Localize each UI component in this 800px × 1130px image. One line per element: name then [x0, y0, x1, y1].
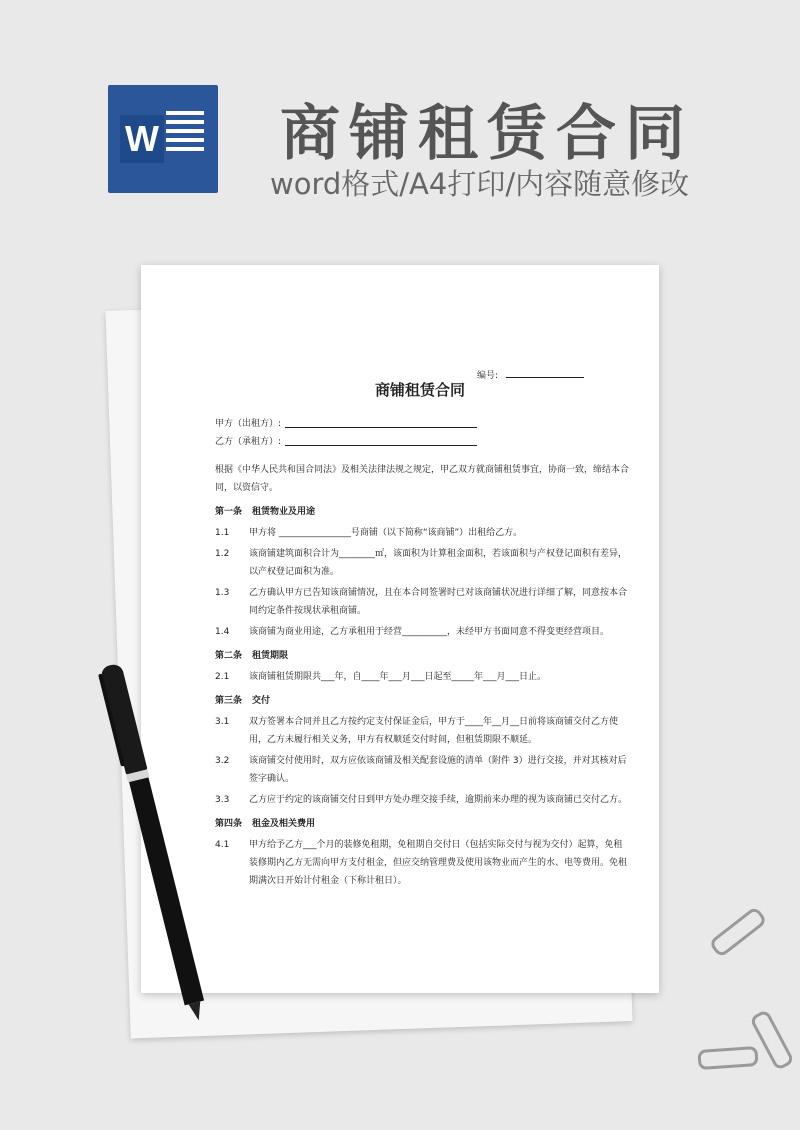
clause-number: 3.1: [215, 717, 230, 727]
clause-text: 甲方将 ________________号商铺（以下简称“该商铺”）出租给乙方。: [249, 528, 523, 538]
section-title: 交付: [252, 696, 271, 706]
party-b-line: [215, 433, 629, 451]
doc-number-blank: [506, 377, 584, 378]
clause: [215, 584, 629, 620]
clause-text: 甲方给予乙方___个月的装修免租期，免租期自交付日（包括实际交付与视为交付）起算，免租装修期内乙方无需向甲方支付租金，但应交纳管理费及使用该物业而产生的水、电等费用。免租期满次日开始计付租金（下称计租日）。: [249, 840, 628, 886]
intro-paragraph: 根据《中华人民共和国合同法》及相关法律法规之规定，甲乙双方就商铺租赁事宜，协商一致，缔结本合同，以资信守。: [215, 465, 630, 493]
clause-text: 该商铺交付使用时，双方应依该商铺及相关配套设施的清单（附件 3）进行交接，并对其核对后签字确认。: [249, 756, 627, 784]
clause-number: 2.1: [215, 672, 230, 682]
section-title: 租金及相关费用: [252, 819, 316, 829]
section-label: 第三条: [215, 696, 243, 706]
party-b-blank: [285, 445, 477, 446]
doc-title: 商铺租赁合同: [374, 381, 465, 399]
clause: [215, 668, 629, 686]
clause-number: 3.3: [215, 795, 230, 805]
clause: [215, 524, 629, 542]
clause: [215, 791, 629, 809]
clause: [215, 752, 629, 788]
clause: [215, 623, 629, 641]
clause-text: 乙方应于约定的该商铺交付日到甲方处办理交接手续，逾期前来办理的视为该商铺已交付乙方。: [249, 795, 628, 805]
section-heading: [215, 647, 629, 665]
section-heading: [215, 503, 629, 521]
sections: [215, 503, 629, 890]
clause-text: 该商铺为商业用途，乙方承租用于经营__________，未经甲方书面同意不得变更经营项目。: [249, 627, 610, 637]
section-label: 第一条: [215, 507, 243, 517]
clause: [215, 713, 629, 749]
party-a-blank: [285, 427, 477, 428]
doc-number-label: 编号:: [477, 371, 499, 381]
party-a-label: 甲方（出租方）:: [215, 419, 282, 429]
clause-text: 该商铺建筑面积合计为________㎡，该面积为计算租金面积，若该面积与产权登记面积有差异，以产权登记面积为准。: [249, 549, 628, 577]
paperclip-icon: [697, 1046, 758, 1070]
clause: [215, 545, 629, 581]
party-b-label: 乙方（承租方）:: [215, 437, 282, 447]
clause: [215, 836, 629, 890]
word-letter: W: [120, 115, 164, 163]
section-title: 租赁物业及用途: [252, 507, 316, 517]
section-title: 租赁期限: [252, 651, 289, 661]
clause-text: 双方签署本合同并且乙方按约定支付保证金后，甲方于____年__月__日前将该商铺交付乙方使用，乙方未履行相关义务，甲方有权顺延交付时间，但租赁期限不顺延。: [249, 717, 619, 745]
clause-number: 1.2: [215, 549, 230, 559]
word-lines-icon: [166, 111, 204, 156]
section-label: 第四条: [215, 819, 243, 829]
section-label: 第二条: [215, 651, 243, 661]
clause-text: 乙方确认甲方已告知该商铺情况，且在本合同签署时已对该商铺状况进行详细了解，同意按本合同约定条件按现状承租商铺。: [249, 588, 628, 616]
clause-text: 该商铺租赁期限共___年，自____年___月___日起至_____年___月___日止。: [249, 672, 547, 682]
clause-number: 1.1: [215, 528, 230, 538]
party-a-line: [215, 415, 629, 433]
section-heading: [215, 692, 629, 710]
document-page: [141, 265, 659, 993]
section-heading: [215, 815, 629, 833]
banner-title: 商铺租赁合同: [280, 99, 694, 169]
doc-body: [215, 415, 629, 890]
word-logo-icon: [108, 85, 218, 193]
clause-number: 4.1: [215, 840, 230, 850]
paperclip-icon: [708, 906, 768, 959]
clause-number: 1.4: [215, 627, 230, 637]
banner-subtitle: word格式/A4打印/内容随意修改: [270, 167, 690, 201]
clause-number: 3.2: [215, 756, 230, 766]
clause-number: 1.3: [215, 588, 230, 598]
